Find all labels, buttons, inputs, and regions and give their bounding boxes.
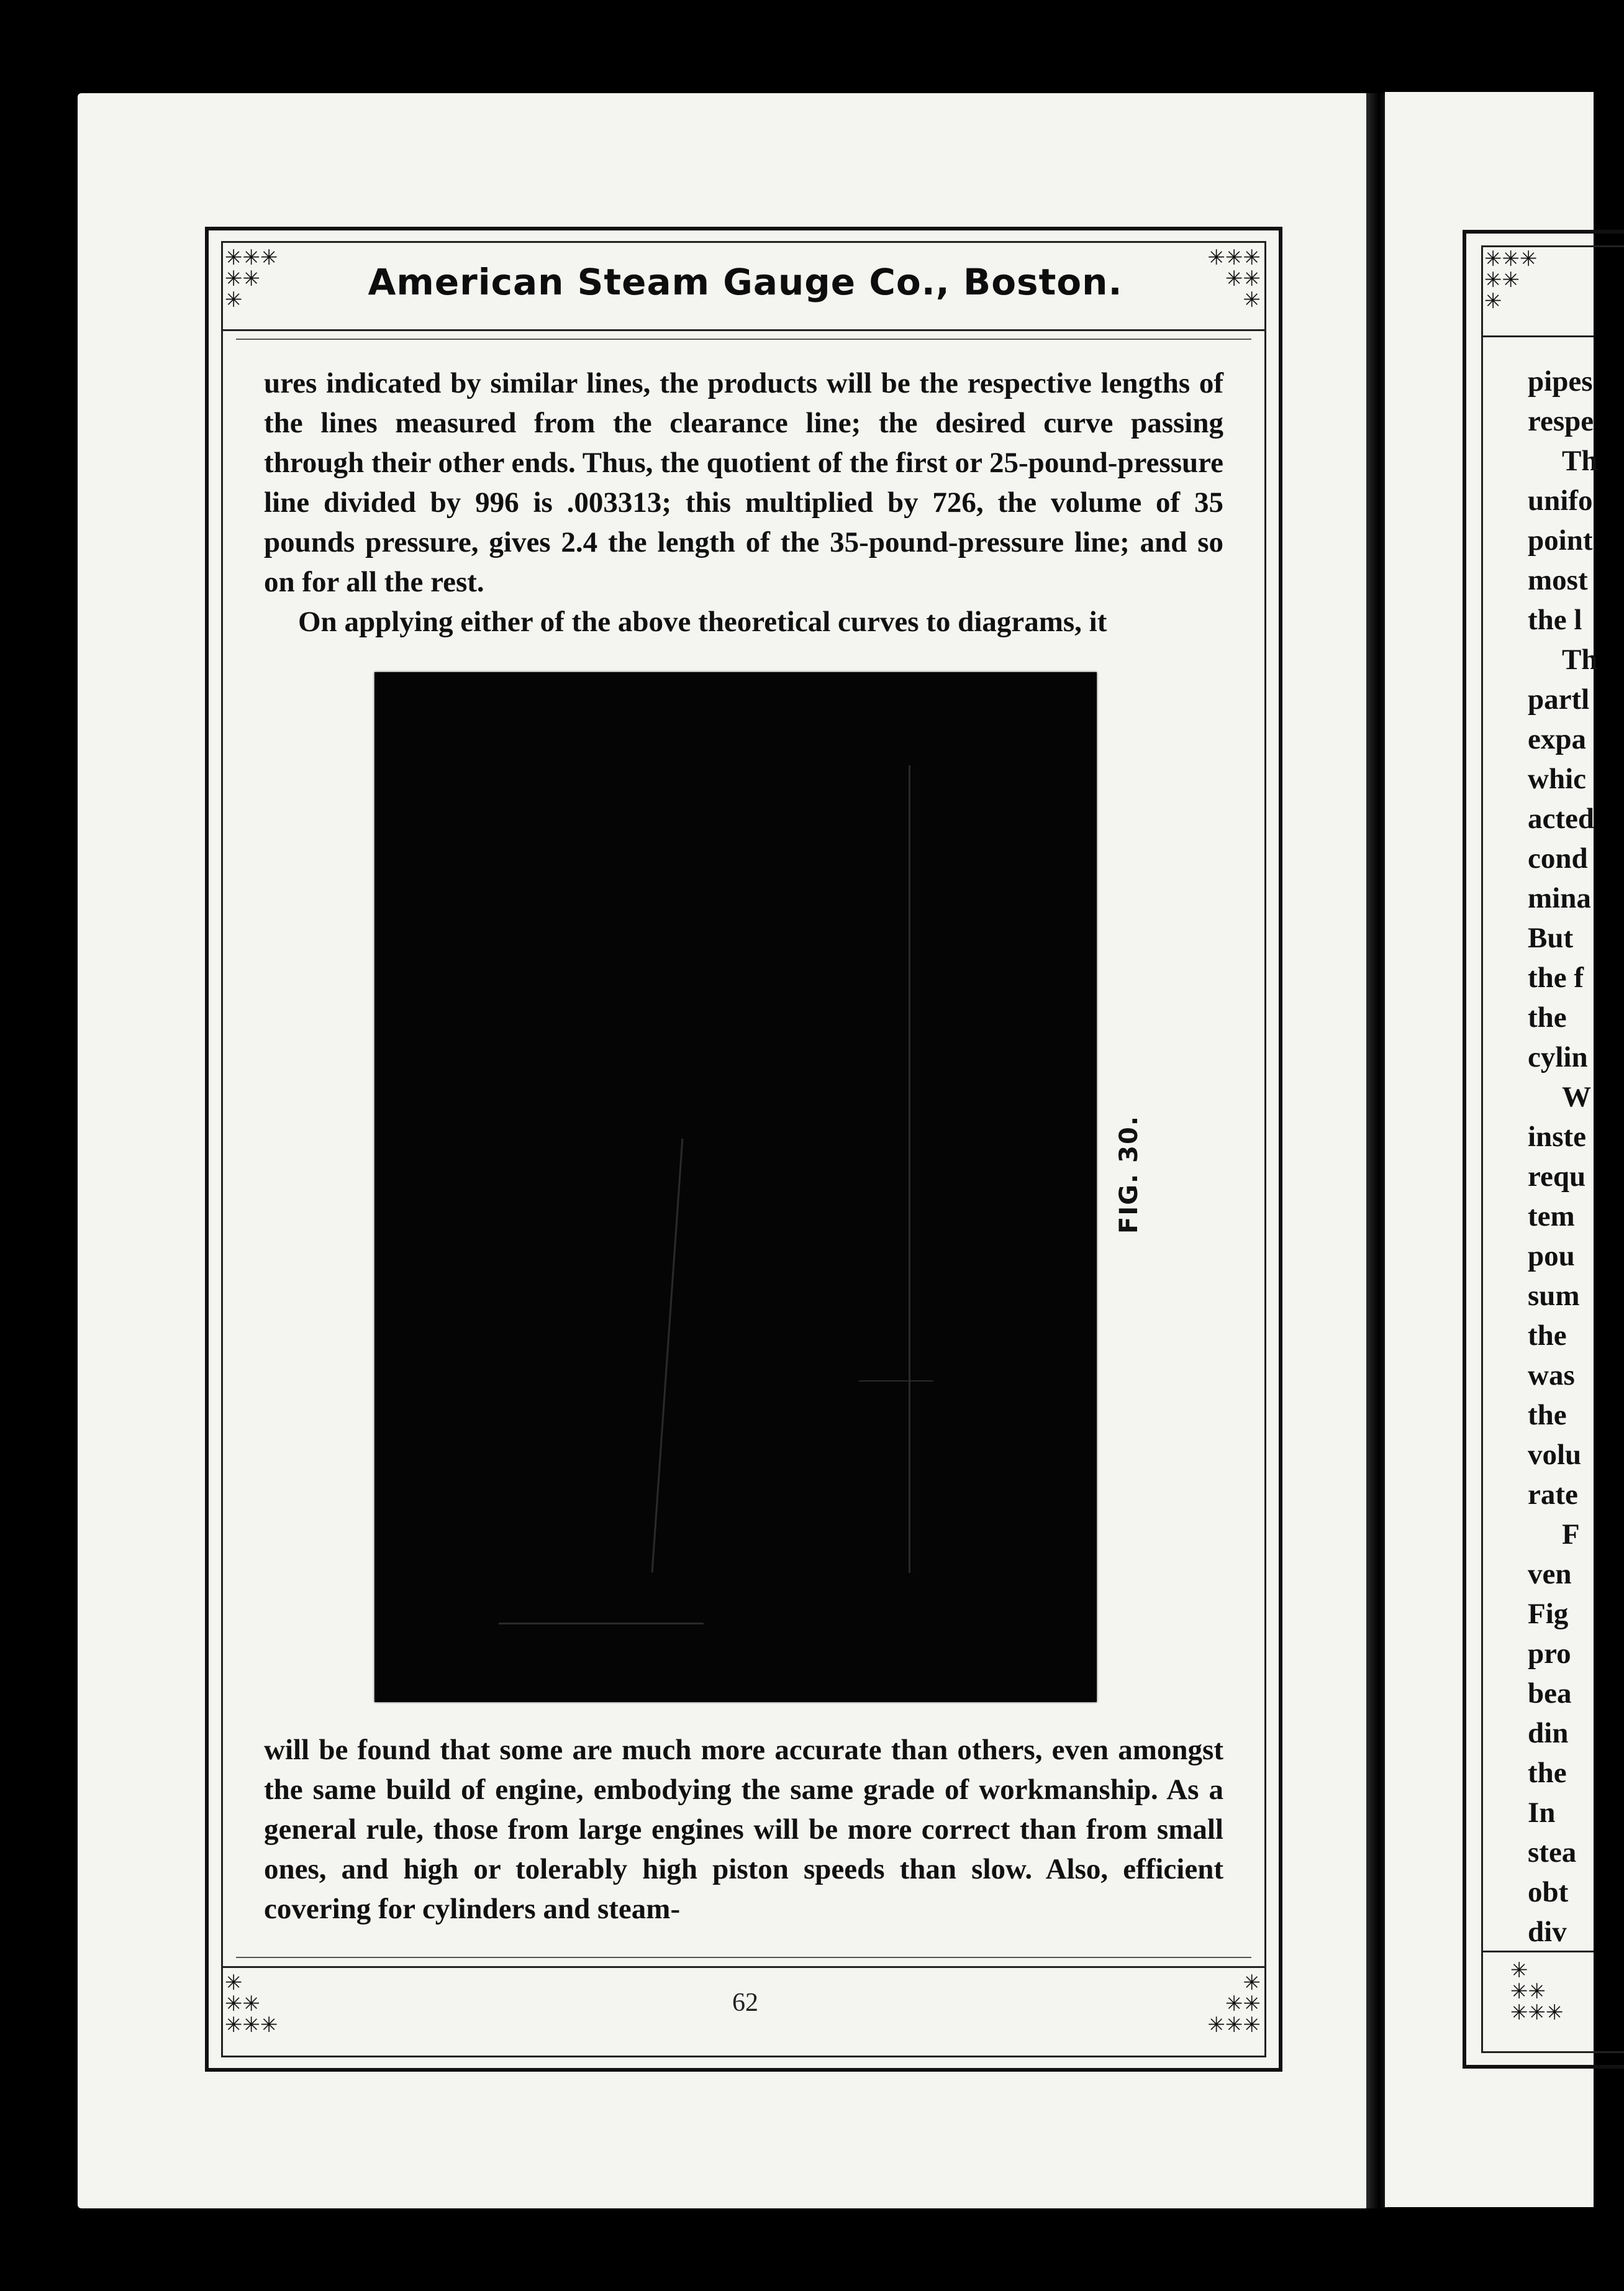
right-page-line: respe	[1528, 405, 1594, 437]
right-page-line: pipes	[1528, 365, 1593, 398]
right-page-line: partl	[1528, 683, 1590, 716]
figure-caption: FIG. 30.	[1115, 1114, 1143, 1234]
right-page-line: sum	[1528, 1280, 1580, 1312]
footer-rule	[221, 1966, 1266, 1968]
right-page-line: F	[1562, 1518, 1580, 1551]
right-page-line: the l	[1528, 604, 1582, 636]
right-header-rule	[1481, 335, 1594, 337]
right-page-line: acted	[1528, 803, 1595, 835]
body-text-top	[264, 363, 1223, 642]
running-head: American Steam Gauge Co., Boston.	[368, 261, 1123, 303]
corner-ornament-icon: ✳ ✳✳ ✳✳✳	[1510, 1958, 1564, 2025]
paragraph: will be found that some are much more accurate than others, even amongst the same build of engine, embodying the same grade of workmanship. As a general rule, those from large engines will be more correct than from small ones, and high or tolerably high piston speeds than slow. Also, efficient covering for cylinders and steam-	[264, 1734, 1223, 1925]
right-page-line: volu	[1528, 1439, 1582, 1471]
right-page-line: was	[1528, 1359, 1575, 1391]
right-page-line: ven	[1528, 1558, 1572, 1590]
right-page-line: inste	[1528, 1121, 1586, 1153]
corner-ornament-icon: ✳✳✳ ✳✳ ✳	[1484, 247, 1538, 314]
book-gutter	[1366, 93, 1387, 2208]
corner-ornament-icon: ✳✳✳ ✳✳ ✳	[225, 245, 278, 312]
right-page-line: obt	[1528, 1876, 1569, 1908]
right-page-line: unifo	[1528, 485, 1593, 517]
right-page-line: pro	[1528, 1637, 1571, 1670]
right-page-line: But	[1528, 922, 1574, 954]
paragraph: On applying either of the above theoretical curves to diagrams, it	[298, 606, 1107, 638]
diagram-line	[499, 1623, 704, 1624]
right-page-line: In	[1528, 1797, 1556, 1829]
right-page-line: bea	[1528, 1677, 1572, 1710]
figure-30-image	[374, 672, 1097, 1702]
right-page-line: point	[1528, 524, 1593, 557]
right-page-line: expa	[1528, 723, 1586, 755]
right-page-line: the	[1528, 1001, 1567, 1034]
right-page-line: the	[1528, 1757, 1567, 1789]
footer-rule-secondary	[236, 1957, 1251, 1958]
header-rule-secondary	[236, 339, 1251, 340]
right-page-line: Fig	[1528, 1598, 1569, 1630]
paragraph: ures indicated by similar lines, the products will be the respective lengths of the lines measured from the clearance line; the desired curve passing through their other ends. Thus, the quotient of the first or 25-pound-pressure line divided by 996 is .003313; this multiplied by 726, the volume of 35 pounds pressure, gives 2.4 the length of the 35-pound-pressure line; and so on for all the rest.	[264, 367, 1223, 598]
right-page-line: pou	[1528, 1240, 1575, 1272]
right-page-line: rate	[1528, 1478, 1578, 1511]
corner-ornament-icon: ✳ ✳✳ ✳✳✳	[225, 1970, 278, 2038]
right-page-line: requ	[1528, 1160, 1586, 1193]
right-page-line: Th	[1562, 644, 1598, 676]
right-page-line: din	[1528, 1717, 1569, 1749]
right-page-line: W	[1562, 1081, 1591, 1113]
corner-ornament-icon: ✳ ✳✳ ✳✳✳	[1207, 1970, 1261, 2038]
right-page-line: div	[1528, 1916, 1567, 1948]
diagram-line	[651, 1139, 684, 1573]
right-page-line: stea	[1528, 1836, 1577, 1869]
diagram-line	[909, 765, 910, 1573]
right-page-line: mina	[1528, 882, 1591, 914]
diagram-line	[859, 1380, 933, 1382]
page-number: 62	[732, 1988, 758, 2017]
right-page-line: most	[1528, 564, 1588, 596]
right-page-line: the f	[1528, 962, 1584, 994]
header-rule	[221, 329, 1266, 331]
body-text-bottom	[264, 1730, 1223, 1929]
right-page-text-fragments	[1528, 362, 1598, 1952]
right-page-line: the	[1528, 1399, 1567, 1431]
right-page-line: cylin	[1528, 1041, 1588, 1073]
right-page-line: cond	[1528, 842, 1588, 875]
right-page-line: tem	[1528, 1200, 1575, 1232]
right-page-line: Th	[1562, 445, 1598, 477]
corner-ornament-icon: ✳✳✳ ✳✳ ✳	[1207, 245, 1261, 312]
right-page-line: whic	[1528, 763, 1586, 795]
right-page-line: the	[1528, 1319, 1567, 1352]
